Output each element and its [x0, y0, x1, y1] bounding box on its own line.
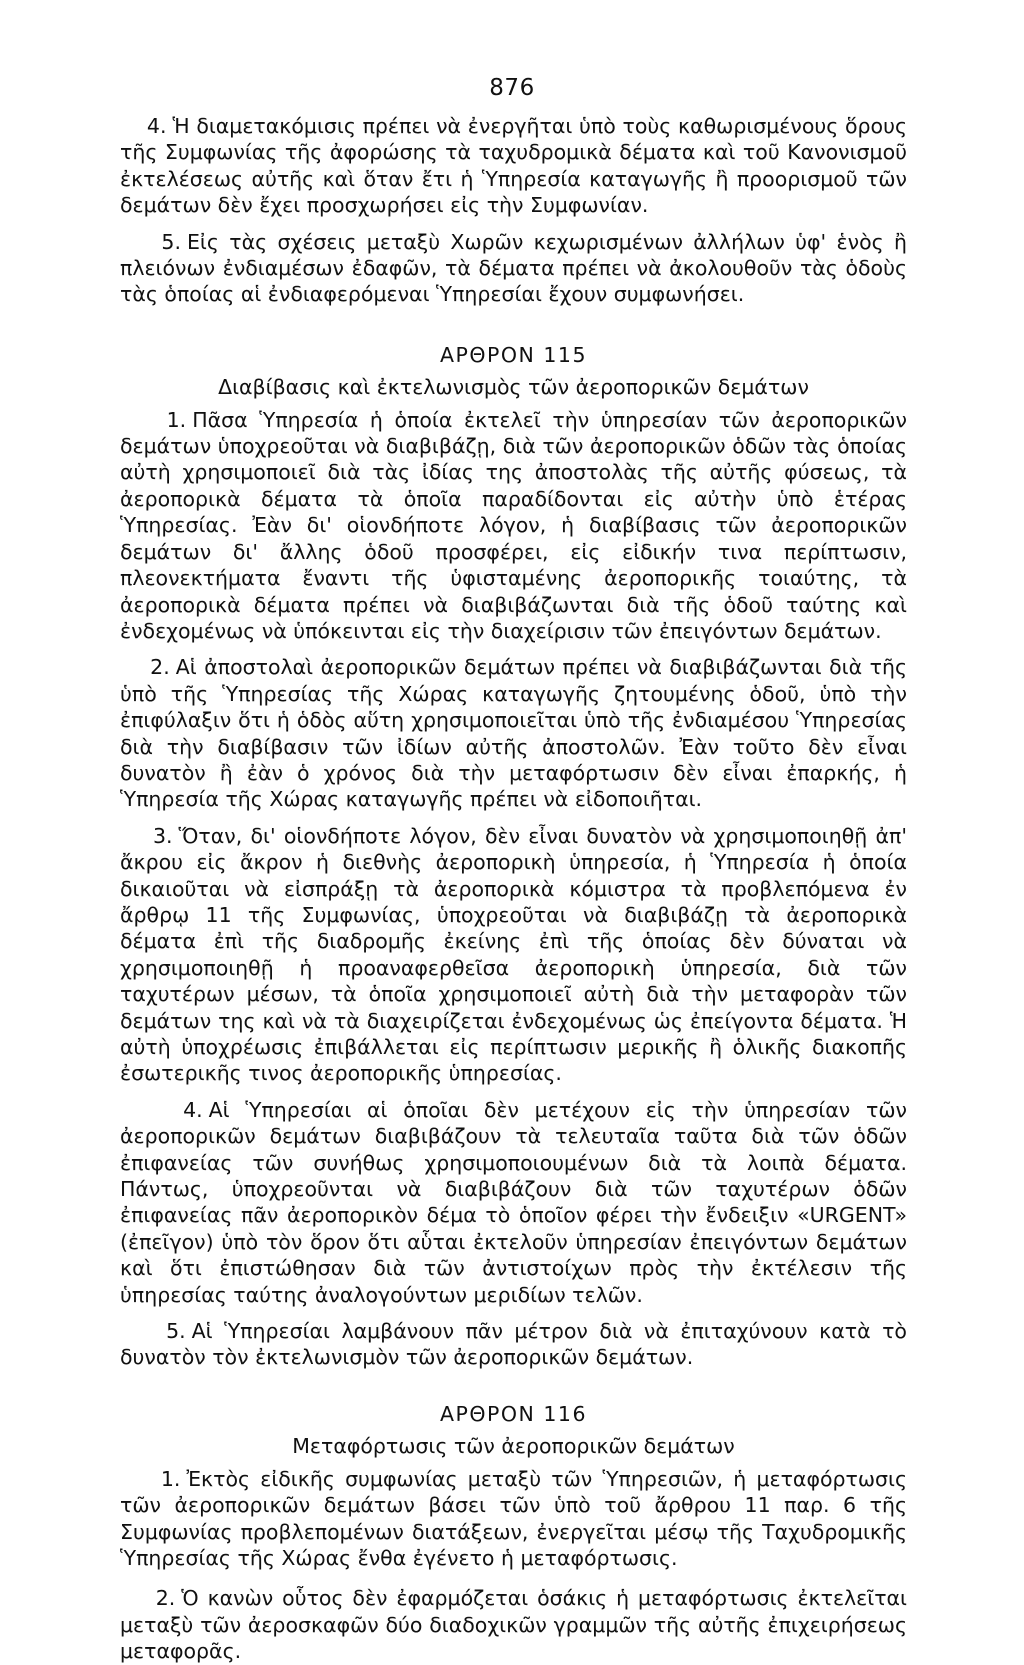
article-115-paragraph-5: 5. Αἱ Ὑπηρεσίαι λαμβάνουν πᾶν μέτρον διὰ νὰ ἐπιταχύνουν κατὰ τὸ δυνατὸν τὸν ἐκτελωνισμὸν τῶν ἀεροπορικῶν δεμάτων. — [120, 1319, 907, 1370]
document-body — [120, 113, 907, 1665]
article-115-subtitle: Διαβίβασις καὶ ἐκτελωνισμὸς τῶν ἀεροπορικῶν δεμάτων — [218, 375, 809, 400]
article-116-title: ΑΡΘΡΟΝ 116 — [440, 1401, 587, 1426]
paragraph-4: 4. Ἡ διαμετακόμισις πρέπει νὰ ἐνεργῆται ὑπὸ τοὺς καθωρισμένους ὅρους τῆς Συμφωνίας τῆς ἀφορώσης τὰ ταχυδρομικὰ δέματα καὶ τοῦ Κανονισμοῦ ἐκτελέσεως αὐτῆς καὶ ὅταν ἔτι ἡ Ὑπηρεσία καταγωγῆς ἢ προορισμοῦ τῶν δεμάτων δὲν ἔχει προσχωρήσει εἰς τὴν Συμφωνίαν. — [120, 114, 907, 218]
article-116-subtitle: Μεταφόρτωσις τῶν ἀεροπορικῶν δεμάτων — [292, 1434, 735, 1459]
article-116-paragraph-1: 1. Ἐκτὸς εἰδικῆς συμφωνίας μεταξὺ τῶν Ὑπηρεσιῶν, ἡ μεταφόρτωσις τῶν ἀεροπορικῶν δεμάτων βάσει τῶν ὑπὸ τοῦ ἄρθρου 11 παρ. 6 τῆς Συμφωνίας προβλεπομένων διατάξεων, ἐνεργεῖται μέσῳ τῆς Ταχυδρομικῆς Ὑπηρεσίας τῆς Χώρας ἔνθα ἐγένετο ἡ μεταφόρτωσις. — [120, 1466, 907, 1570]
article-115-paragraph-3: 3. Ὅταν, δι' οἱονδήποτε λόγον, δὲν εἶναι δυνατὸν νὰ χρησιμοποιηθῇ ἀπ' ἄκρου εἰς ἄκρον ἡ διεθνὴς ἀεροπορικὴ ὑπηρεσία, ἡ Ὑπηρεσία ἡ ὁποία δικαιοῦται νὰ εἰσπράξῃ τὰ ἀεροπορικὰ κόμιστρα τὰ προβλεπόμενα ἐν ἄρθρῳ 11 τῆς Συμφωνίας, ὑποχρεοῦται νὰ διαβιβάζῃ τὰ ἀεροπορικὰ δέματα ἐπὶ τῆς διαδρομῆς ἐκείνης ἐπὶ τῆς ὁποίας δὲν δύναται νὰ χρησιμοποιηθῇ ἡ προαναφερθεῖσα ἀεροπορικὴ ὑπηρεσία, διὰ τῶν ταχυτέρων μέσων, τὰ ὁποῖα χρησιμοποιεῖ αὐτὴ διὰ τὴν μεταφορὰν τῶν δεμάτων της καὶ νὰ τὰ διαχειρίζεται ἐνδεχομένως ὡς ἐπείγοντα δέματα. Ἡ αὐτὴ ὑποχρέωσις ἐπιβάλλεται εἰς περίπτωσιν μερικῆς ἢ ὁλικῆς διακοπῆς ἐσωτερικῆς τινος ἀεροπορικῆς ὑπηρεσίας. — [120, 823, 907, 1086]
article-116-paragraph-2: 2. Ὁ κανὼν οὗτος δὲν ἐφαρμόζεται ὁσάκις ἡ μεταφόρτωσις ἐκτελεῖται μεταξὺ τῶν ἀεροσκαφῶν δύο διαδοχικῶν γραμμῶν τῆς αὐτῆς ἐπιχειρήσεως μεταφορᾶς. — [120, 1586, 907, 1664]
paragraph-5: 5. Εἰς τὰς σχέσεις μεταξὺ Χωρῶν κεχωρισμένων ἀλλήλων ὑφ' ἑνὸς ἢ πλειόνων ἐνδιαμέσων ἐδαφῶν, τὰ δέματα πρέπει νὰ ἀκολουθοῦν τὰς ὁδοὺς τὰς ὁποίας αἱ ἐνδιαφερόμεναι Ὑπηρεσίαι ἔχουν συμφωνήσει. — [120, 229, 907, 307]
article-115-paragraph-2: 2. Αἱ ἀποστολαὶ ἀεροπορικῶν δεμάτων πρέπει νὰ διαβιβάζωνται διὰ τῆς ὑπὸ τῆς Ὑπηρεσίας τῆς Χώρας καταγωγῆς ζητουμένης ὁδοῦ, ὑπὸ τὴν ἐπιφύλαξιν ὅτι ἡ ὁδὸς αὕτη χρησιμοποιεῖται ὑπὸ τῆς ἐνδιαμέσου Ὑπηρεσίας διὰ τὴν διαβίβασιν τῶν ἰδίων αὐτῆς ἀποστολῶν. Ἐὰν τοῦτο δὲν εἶναι δυνατὸν ἢ ἐὰν ὁ χρόνος διὰ τὴν μεταφόρτωσιν δὲν εἶναι ἐπαρκής, ἡ Ὑπηρεσία τῆς Χώρας καταγωγῆς πρέπει νὰ εἰδοποιῆται. — [120, 655, 907, 812]
page-number: 876 — [489, 75, 535, 101]
article-115-title: ΑΡΘΡΟΝ 115 — [440, 342, 587, 367]
article-115-paragraph-1: 1. Πᾶσα Ὑπηρεσία ἡ ὁποία ἐκτελεῖ τὴν ὑπηρεσίαν τῶν ἀεροπορικῶν δεμάτων ὑποχρεοῦται νὰ διαβιβάζῃ, διὰ τῶν ἀεροπορικῶν ὁδῶν τὰς ὁποίας αὐτὴ χρησιμοποιεῖ διὰ τὰς ἰδίας της ἀποστολὰς τῆς αὐτῆς φύσεως, τὰ ἀεροπορικὰ δέματα τὰ ὁποῖα παραδίδονται εἰς αὐτὴν ὑπὸ ἑτέρας Ὑπηρεσίας. Ἐὰν δι' οἱονδήποτε λόγον, ἡ διαβίβασις τῶν ἀεροπορικῶν δεμάτων δι' ἄλλης ὁδοῦ προσφέρει, εἰς εἰδικήν τινα περίπτωσιν, πλεονεκτήματα ἔναντι τῆς ὑφισταμένης ἀεροπορικῆς τοιαύτης, τὰ ἀεροπορικὰ δέματα πρέπει νὰ διαβιβάζωνται διὰ τῆς ὁδοῦ ταύτης καὶ ἐνδεχομένως νὰ ὑπόκεινται εἰς τὴν διαχείρισιν τῶν ἐπειγόντων δεμάτων. — [120, 407, 907, 643]
article-115-paragraph-4: 4. Αἱ Ὑπηρεσίαι αἱ ὁποῖαι δὲν μετέχουν εἰς τὴν ὑπηρεσίαν τῶν ἀεροπορικῶν δεμάτων διαβιβάζουν τὰ τελευταῖα ταῦτα διὰ τῶν ὁδῶν ἐπιφανείας τῶν συνήθως χρησιμοποιουμένων διὰ τὰ λοιπὰ δέματα. Πάντως, ὑποχρεοῦνται νὰ διαβιβάζουν διὰ τῶν ταχυτέρων ὁδῶν ἐπιφανείας πᾶν ἀεροπορικὸν δέμα τὸ ὁποῖον φέρει τὴν ἔνδειξιν «URGENT» (ἐπεῖγον) ὑπὸ τὸν ὅρον ὅτι αὗται ἐκτελοῦν ὑπηρεσίαν ἐπειγόντων δεμάτων καὶ ὅτι ἐπιστώθησαν διὰ τῶν ἀντιστοίχων πρὸς τὴν ἐκτέλεσιν τῆς ὑπηρεσίας ταύτης ἀναλογούντων μεριδίων τελῶν. — [120, 1097, 907, 1307]
